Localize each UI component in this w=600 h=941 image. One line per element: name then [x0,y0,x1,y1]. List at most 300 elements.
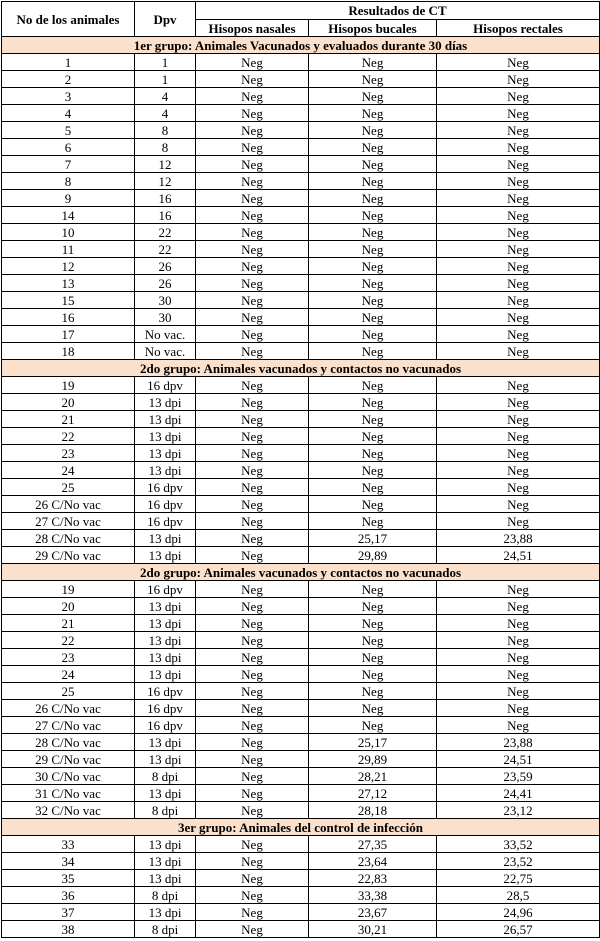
nasal-result-cell: Neg [196,479,309,496]
nasal-result-cell: Neg [196,445,309,462]
table-row [2,241,600,258]
table-row [2,734,600,751]
table-row [2,258,600,275]
animal-id-cell: 38 [2,921,135,938]
bucal-result-cell: Neg [309,479,437,496]
rectal-result-cell: Neg [437,649,600,666]
dpv-cell: 4 [135,105,196,122]
animal-id-cell: 19 [2,377,135,394]
nasal-result-cell: Neg [196,632,309,649]
bucal-result-cell: Neg [309,513,437,530]
bucal-result-cell: 27,12 [309,785,437,802]
animal-id-cell: 18 [2,343,135,360]
animal-id-cell: 22 [2,428,135,445]
nasal-result-cell: Neg [196,530,309,547]
animal-id-cell: 34 [2,853,135,870]
table-row [2,700,600,717]
table-row [2,292,600,309]
dpv-cell: 13 dpi [135,394,196,411]
rectal-result-cell: 24,51 [437,547,600,564]
table-row [2,173,600,190]
dpv-cell: 13 dpi [135,632,196,649]
rectal-result-cell: 23,52 [437,853,600,870]
rectal-result-cell: 23,12 [437,802,600,819]
table-row [2,139,600,156]
rectal-result-cell: Neg [437,122,600,139]
table-row [2,71,600,88]
nasal-result-cell: Neg [196,887,309,904]
nasal-result-cell: Neg [196,496,309,513]
bucal-result-cell: Neg [309,462,437,479]
table-row [2,513,600,530]
table-row [2,632,600,649]
nasal-result-cell: Neg [196,428,309,445]
rectal-result-cell: 23,59 [437,768,600,785]
nasal-result-cell: Neg [196,649,309,666]
bucal-result-cell: Neg [309,666,437,683]
animal-id-cell: 30 C/No vac [2,768,135,785]
table-row [2,377,600,394]
nasal-result-cell: Neg [196,292,309,309]
animal-id-cell: 31 C/No vac [2,785,135,802]
rectal-result-cell: Neg [437,309,600,326]
table-row [2,530,600,547]
bucal-result-cell: Neg [309,190,437,207]
animal-id-cell: 2 [2,71,135,88]
bucal-result-cell: Neg [309,428,437,445]
dpv-cell: 1 [135,71,196,88]
rectal-result-cell: Neg [437,445,600,462]
rectal-result-cell: Neg [437,88,600,105]
rectal-result-cell: Neg [437,700,600,717]
nasal-result-cell: Neg [196,173,309,190]
dpv-cell: 22 [135,224,196,241]
bucal-result-cell: Neg [309,615,437,632]
nasal-result-cell: Neg [196,666,309,683]
animal-id-cell: 22 [2,632,135,649]
table-row [2,751,600,768]
results-header: Resultados de CT [196,2,600,20]
dpv-cell: 13 dpi [135,666,196,683]
rectal-result-cell: Neg [437,190,600,207]
rectal-result-cell: Neg [437,105,600,122]
animal-id-cell: 7 [2,156,135,173]
nasal-result-cell: Neg [196,870,309,887]
animal-id-cell: 24 [2,666,135,683]
dpv-cell: 16 dpv [135,513,196,530]
nasal-result-cell: Neg [196,88,309,105]
table-row [2,445,600,462]
dpv-cell: 13 dpi [135,785,196,802]
dpv-cell: 16 dpv [135,581,196,598]
bucal-result-cell: Neg [309,649,437,666]
bucal-result-cell: Neg [309,105,437,122]
rectal-result-cell: 24,96 [437,904,600,921]
bucal-result-cell: Neg [309,343,437,360]
rectal-result-cell: 24,51 [437,751,600,768]
animal-id-cell: 8 [2,173,135,190]
nasal-result-cell: Neg [196,700,309,717]
animal-id-cell: 6 [2,139,135,156]
table-row [2,428,600,445]
group-header-row [2,37,600,54]
animal-id-cell: 33 [2,836,135,853]
table-row [2,581,600,598]
animal-id-cell: 15 [2,292,135,309]
dpv-cell: 16 dpv [135,717,196,734]
rectal-result-cell: Neg [437,496,600,513]
dpv-cell: 1 [135,54,196,71]
animal-id-cell: 28 C/No vac [2,734,135,751]
dpv-cell: 8 [135,139,196,156]
bucal-result-cell: Neg [309,496,437,513]
bucal-result-cell: Neg [309,207,437,224]
bucal-result-cell: Neg [309,632,437,649]
rectal-result-cell: Neg [437,139,600,156]
bucal-result-cell: Neg [309,700,437,717]
nasal-result-cell: Neg [196,224,309,241]
rectal-result-cell: Neg [437,666,600,683]
nasal-result-cell: Neg [196,462,309,479]
bucal-result-cell: 25,17 [309,530,437,547]
dpv-column-header: Dpv [135,2,196,37]
table-row [2,462,600,479]
nasal-result-cell: Neg [196,921,309,938]
nasal-result-cell: Neg [196,275,309,292]
bucal-result-cell: Neg [309,717,437,734]
rectal-result-cell: Neg [437,207,600,224]
nasal-result-cell: Neg [196,394,309,411]
dpv-cell: 26 [135,258,196,275]
dpv-cell: No vac. [135,326,196,343]
animal-id-cell: 25 [2,683,135,700]
dpv-cell: 22 [135,241,196,258]
table-row [2,768,600,785]
animal-id-cell: 27 C/No vac [2,513,135,530]
dpv-cell: 30 [135,309,196,326]
rectal-column-header: Hisopos rectales [437,20,600,37]
bucal-result-cell: Neg [309,411,437,428]
nasal-result-cell: Neg [196,105,309,122]
animal-id-cell: 10 [2,224,135,241]
dpv-cell: 13 dpi [135,598,196,615]
nasal-result-cell: Neg [196,802,309,819]
bucal-result-cell: 33,38 [309,887,437,904]
nasal-result-cell: Neg [196,241,309,258]
dpv-cell: 8 dpi [135,921,196,938]
animal-id-cell: 21 [2,615,135,632]
dpv-cell: 13 dpi [135,836,196,853]
rectal-result-cell: Neg [437,462,600,479]
table-row [2,853,600,870]
animal-id-cell: 29 C/No vac [2,547,135,564]
bucal-result-cell: Neg [309,445,437,462]
animal-id-cell: 17 [2,326,135,343]
bucal-result-cell: 22,83 [309,870,437,887]
animal-id-cell: 32 C/No vac [2,802,135,819]
animal-id-cell: 20 [2,598,135,615]
bucal-result-cell: Neg [309,258,437,275]
animal-id-cell: 27 C/No vac [2,717,135,734]
animal-id-cell: 23 [2,649,135,666]
table-row [2,496,600,513]
dpv-cell: 30 [135,292,196,309]
dpv-cell: 13 dpi [135,411,196,428]
nasal-result-cell: Neg [196,581,309,598]
bucal-result-cell: Neg [309,54,437,71]
table-row [2,802,600,819]
animal-id-cell: 13 [2,275,135,292]
table-row [2,394,600,411]
bucal-result-cell: 27,35 [309,836,437,853]
rectal-result-cell: Neg [437,598,600,615]
animal-id-cell: 25 [2,479,135,496]
animal-id-cell: 28 C/No vac [2,530,135,547]
table-row [2,615,600,632]
bucal-result-cell: Neg [309,156,437,173]
bucal-result-cell: Neg [309,88,437,105]
animal-id-cell: 3 [2,88,135,105]
bucal-result-cell: Neg [309,309,437,326]
animal-column-header: No de los animales [2,2,135,37]
nasal-result-cell: Neg [196,207,309,224]
dpv-cell: 13 dpi [135,751,196,768]
dpv-cell: 16 dpv [135,683,196,700]
bucal-column-header: Hisopos bucales [309,20,437,37]
rectal-result-cell: Neg [437,326,600,343]
rectal-result-cell: 28,5 [437,887,600,904]
dpv-cell: No vac. [135,343,196,360]
rectal-result-cell: Neg [437,632,600,649]
rectal-result-cell: Neg [437,513,600,530]
dpv-cell: 13 dpi [135,734,196,751]
animal-id-cell: 12 [2,258,135,275]
bucal-result-cell: 28,21 [309,768,437,785]
rectal-result-cell: Neg [437,683,600,700]
animal-id-cell: 9 [2,190,135,207]
group-title: 3er grupo: Animales del control de infección [2,819,600,836]
animal-id-cell: 4 [2,105,135,122]
dpv-cell: 13 dpi [135,445,196,462]
dpv-cell: 13 dpi [135,547,196,564]
bucal-result-cell: Neg [309,683,437,700]
nasal-result-cell: Neg [196,411,309,428]
table-row [2,683,600,700]
bucal-result-cell: Neg [309,71,437,88]
animal-id-cell: 26 C/No vac [2,496,135,513]
dpv-cell: 13 dpi [135,530,196,547]
rectal-result-cell: 26,57 [437,921,600,938]
nasal-result-cell: Neg [196,547,309,564]
table-row [2,649,600,666]
animal-id-cell: 36 [2,887,135,904]
bucal-result-cell: Neg [309,581,437,598]
group-title: 2do grupo: Animales vacunados y contactos no vacunados [2,360,600,377]
dpv-cell: 16 dpv [135,377,196,394]
dpv-cell: 13 dpi [135,853,196,870]
animal-id-cell: 37 [2,904,135,921]
table-row [2,224,600,241]
table-row [2,836,600,853]
table-body [2,37,600,938]
dpv-cell: 16 dpv [135,496,196,513]
table-header [2,2,600,37]
bucal-result-cell: Neg [309,292,437,309]
group-header-row [2,360,600,377]
group-header-row [2,564,600,581]
rectal-result-cell: Neg [437,581,600,598]
rectal-result-cell: Neg [437,717,600,734]
nasal-result-cell: Neg [196,343,309,360]
animal-id-cell: 29 C/No vac [2,751,135,768]
bucal-result-cell: 29,89 [309,547,437,564]
rectal-result-cell: Neg [437,615,600,632]
rectal-result-cell: 22,75 [437,870,600,887]
table-row [2,207,600,224]
table-row [2,666,600,683]
table-row [2,309,600,326]
dpv-cell: 8 dpi [135,768,196,785]
dpv-cell: 13 dpi [135,870,196,887]
nasal-result-cell: Neg [196,836,309,853]
table-row [2,326,600,343]
table-row [2,479,600,496]
animal-id-cell: 23 [2,445,135,462]
bucal-result-cell: Neg [309,122,437,139]
bucal-result-cell: Neg [309,139,437,156]
animal-id-cell: 11 [2,241,135,258]
dpv-cell: 26 [135,275,196,292]
nasal-result-cell: Neg [196,615,309,632]
dpv-cell: 13 dpi [135,428,196,445]
bucal-result-cell: 25,17 [309,734,437,751]
table-row [2,343,600,360]
nasal-result-cell: Neg [196,309,309,326]
group-header-row [2,819,600,836]
rectal-result-cell: Neg [437,156,600,173]
table-row [2,904,600,921]
rectal-result-cell: 24,41 [437,785,600,802]
animal-id-cell: 16 [2,309,135,326]
dpv-cell: 8 dpi [135,887,196,904]
bucal-result-cell: 29,89 [309,751,437,768]
bucal-result-cell: 23,64 [309,853,437,870]
nasal-column-header: Hisopos nasales [196,20,309,37]
rectal-result-cell: 23,88 [437,734,600,751]
table-row [2,54,600,71]
table-row [2,411,600,428]
table-row [2,887,600,904]
rectal-result-cell: Neg [437,224,600,241]
animal-id-cell: 35 [2,870,135,887]
rectal-result-cell: 33,52 [437,836,600,853]
bucal-result-cell: 23,67 [309,904,437,921]
bucal-result-cell: Neg [309,377,437,394]
dpv-cell: 13 dpi [135,649,196,666]
rectal-result-cell: 23,88 [437,530,600,547]
ct-results-table [1,1,600,938]
bucal-result-cell: Neg [309,224,437,241]
bucal-result-cell: Neg [309,241,437,258]
dpv-cell: 12 [135,173,196,190]
table-row [2,190,600,207]
dpv-cell: 4 [135,88,196,105]
nasal-result-cell: Neg [196,598,309,615]
nasal-result-cell: Neg [196,377,309,394]
table-row [2,870,600,887]
rectal-result-cell: Neg [437,479,600,496]
nasal-result-cell: Neg [196,156,309,173]
nasal-result-cell: Neg [196,683,309,700]
table-row [2,785,600,802]
rectal-result-cell: Neg [437,428,600,445]
animal-id-cell: 20 [2,394,135,411]
rectal-result-cell: Neg [437,71,600,88]
rectal-result-cell: Neg [437,173,600,190]
table-row [2,156,600,173]
nasal-result-cell: Neg [196,54,309,71]
dpv-cell: 16 dpv [135,479,196,496]
nasal-result-cell: Neg [196,190,309,207]
table-row [2,122,600,139]
nasal-result-cell: Neg [196,258,309,275]
table-row [2,547,600,564]
nasal-result-cell: Neg [196,71,309,88]
dpv-cell: 16 [135,190,196,207]
animal-id-cell: 24 [2,462,135,479]
bucal-result-cell: Neg [309,394,437,411]
bucal-result-cell: Neg [309,326,437,343]
bucal-result-cell: Neg [309,275,437,292]
rectal-result-cell: Neg [437,54,600,71]
animal-id-cell: 21 [2,411,135,428]
rectal-result-cell: Neg [437,241,600,258]
rectal-result-cell: Neg [437,377,600,394]
dpv-cell: 8 [135,122,196,139]
rectal-result-cell: Neg [437,275,600,292]
animal-id-cell: 1 [2,54,135,71]
animal-id-cell: 14 [2,207,135,224]
nasal-result-cell: Neg [196,904,309,921]
table-row [2,88,600,105]
dpv-cell: 16 dpv [135,700,196,717]
nasal-result-cell: Neg [196,513,309,530]
bucal-result-cell: 28,18 [309,802,437,819]
nasal-result-cell: Neg [196,717,309,734]
table-row [2,921,600,938]
table-row [2,275,600,292]
rectal-result-cell: Neg [437,258,600,275]
table-row [2,598,600,615]
group-title: 2do grupo: Animales vacunados y contactos no vacunados [2,564,600,581]
bucal-result-cell: Neg [309,173,437,190]
table-row [2,105,600,122]
nasal-result-cell: Neg [196,734,309,751]
group-title: 1er grupo: Animales Vacunados y evaluados durante 30 días [2,37,600,54]
nasal-result-cell: Neg [196,853,309,870]
rectal-result-cell: Neg [437,411,600,428]
table-row [2,717,600,734]
rectal-result-cell: Neg [437,394,600,411]
rectal-result-cell: Neg [437,343,600,360]
animal-id-cell: 19 [2,581,135,598]
dpv-cell: 13 dpi [135,615,196,632]
dpv-cell: 8 dpi [135,802,196,819]
dpv-cell: 13 dpi [135,904,196,921]
bucal-result-cell: 30,21 [309,921,437,938]
bucal-result-cell: Neg [309,598,437,615]
nasal-result-cell: Neg [196,139,309,156]
